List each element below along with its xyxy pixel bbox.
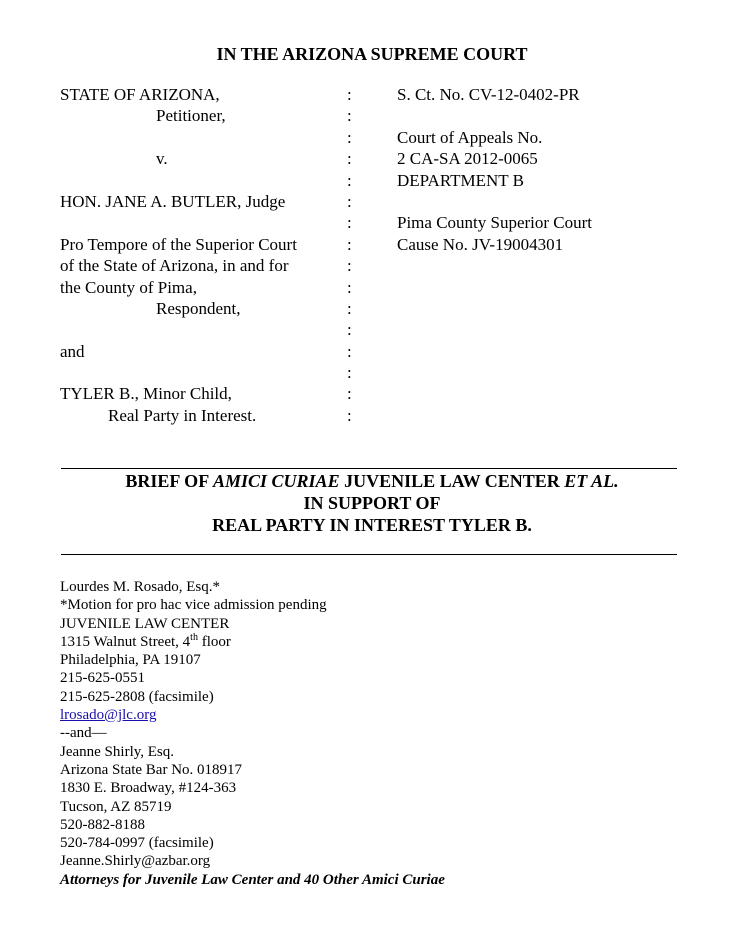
counsel-name-1: Lourdes M. Rosado, Esq.* [60, 579, 220, 595]
counsel-fax-2: 520-784-0997 (facsimile) [60, 835, 214, 852]
caption-case-line: Cause No. JV-19004301 [397, 234, 564, 254]
counsel-address-1: 1315 Walnut Street, 4th floor [60, 631, 231, 650]
caption-colon: : [347, 149, 352, 169]
caption-party-line [60, 170, 297, 191]
counsel-bar-2: Arizona State Bar No. 018917 [60, 761, 243, 778]
counsel-address-2: 1830 E. Broadway, #124-363 [60, 780, 237, 797]
counsel-note-1: *Motion for pro hac vice admission pending [60, 597, 327, 614]
caption-party-line: HON. JANE A. BUTLER, Judge [60, 191, 286, 211]
court-title: IN THE ARIZONA SUPREME COURT [216, 44, 528, 64]
caption-case-line: DEPARTMENT B [397, 170, 524, 190]
caption-party-line: and [60, 341, 85, 361]
caption-case-line: Court of Appeals No. [397, 127, 543, 147]
counsel-email-2: Jeanne.Shirly@azbar.org [60, 853, 211, 870]
counsel-block [60, 578, 445, 889]
counsel-org-1: JUVENILE LAW CENTER [60, 615, 230, 632]
caption-party-line [60, 127, 297, 148]
caption-colon: : [347, 363, 352, 383]
top-rule [61, 468, 677, 469]
caption-case-numbers [397, 84, 592, 255]
caption-party-line: of the State of Arizona, in and for [60, 256, 289, 276]
counsel-fax-1: 215-625-2808 (facsimile) [60, 688, 214, 705]
attorneys-for-line: Attorneys for Juvenile Law Center and 40 Other Amici Curiae [60, 871, 445, 888]
counsel-phone-1: 215-625-0551 [60, 670, 145, 687]
counsel-email-1-link[interactable]: lrosado@jlc.org [60, 707, 157, 724]
caption-colon: : [347, 405, 352, 425]
caption-colon-column [347, 84, 352, 426]
bottom-rule [61, 554, 677, 555]
caption-case-line [397, 105, 592, 126]
caption-party-line: Real Party in Interest. [108, 405, 257, 425]
caption-parties [60, 84, 297, 426]
counsel-phone-2: 520-882-8188 [60, 816, 145, 833]
caption-colon: : [347, 320, 352, 340]
caption-colon: : [347, 298, 352, 318]
brief-title-line-2: IN SUPPORT OF [303, 493, 441, 513]
caption-colon: : [347, 341, 352, 361]
caption-colon: : [347, 106, 352, 126]
counsel-name-2: Jeanne Shirly, Esq. [60, 743, 175, 760]
caption-case-line: 2 CA-SA 2012-0065 [397, 149, 538, 169]
caption-colon: : [347, 234, 352, 254]
caption-colon: : [347, 256, 352, 276]
caption-party-line: Pro Tempore of the Superior Court [60, 234, 297, 254]
caption-party-line: the County of Pima, [60, 277, 197, 297]
brief-title [0, 470, 744, 536]
counsel-city-1: Philadelphia, PA 19107 [60, 652, 201, 669]
caption-colon: : [347, 127, 352, 147]
brief-title-line-3: REAL PARTY IN INTEREST TYLER B. [212, 515, 532, 535]
caption-party-line [60, 362, 297, 383]
counsel-city-2: Tucson, AZ 85719 [60, 798, 172, 815]
caption-case-line [397, 191, 592, 212]
brief-title-line-1: BRIEF OF AMICI CURIAE JUVENILE LAW CENTER ET AL. [125, 471, 619, 491]
caption-colon: : [347, 191, 352, 211]
caption-party-line [60, 319, 297, 340]
caption-colon: : [347, 384, 352, 404]
caption-party-line: v. [156, 149, 168, 169]
caption-party-line: TYLER B., Minor Child, [60, 384, 232, 404]
caption-colon: : [347, 213, 352, 233]
caption-party-line: STATE OF ARIZONA, [60, 85, 220, 104]
caption-colon: : [347, 277, 352, 297]
caption-case-line: Pima County Superior Court [397, 213, 593, 233]
caption-party-line: Petitioner, [156, 106, 226, 126]
caption-colon: : [347, 85, 352, 104]
caption-colon: : [347, 170, 352, 190]
counsel-email-1-row [60, 706, 445, 724]
counsel-separator: --and— [60, 725, 107, 742]
caption-party-line: Respondent, [156, 298, 241, 318]
caption-party-line [60, 212, 297, 233]
caption-case-line: S. Ct. No. CV-12-0402-PR [397, 85, 580, 104]
